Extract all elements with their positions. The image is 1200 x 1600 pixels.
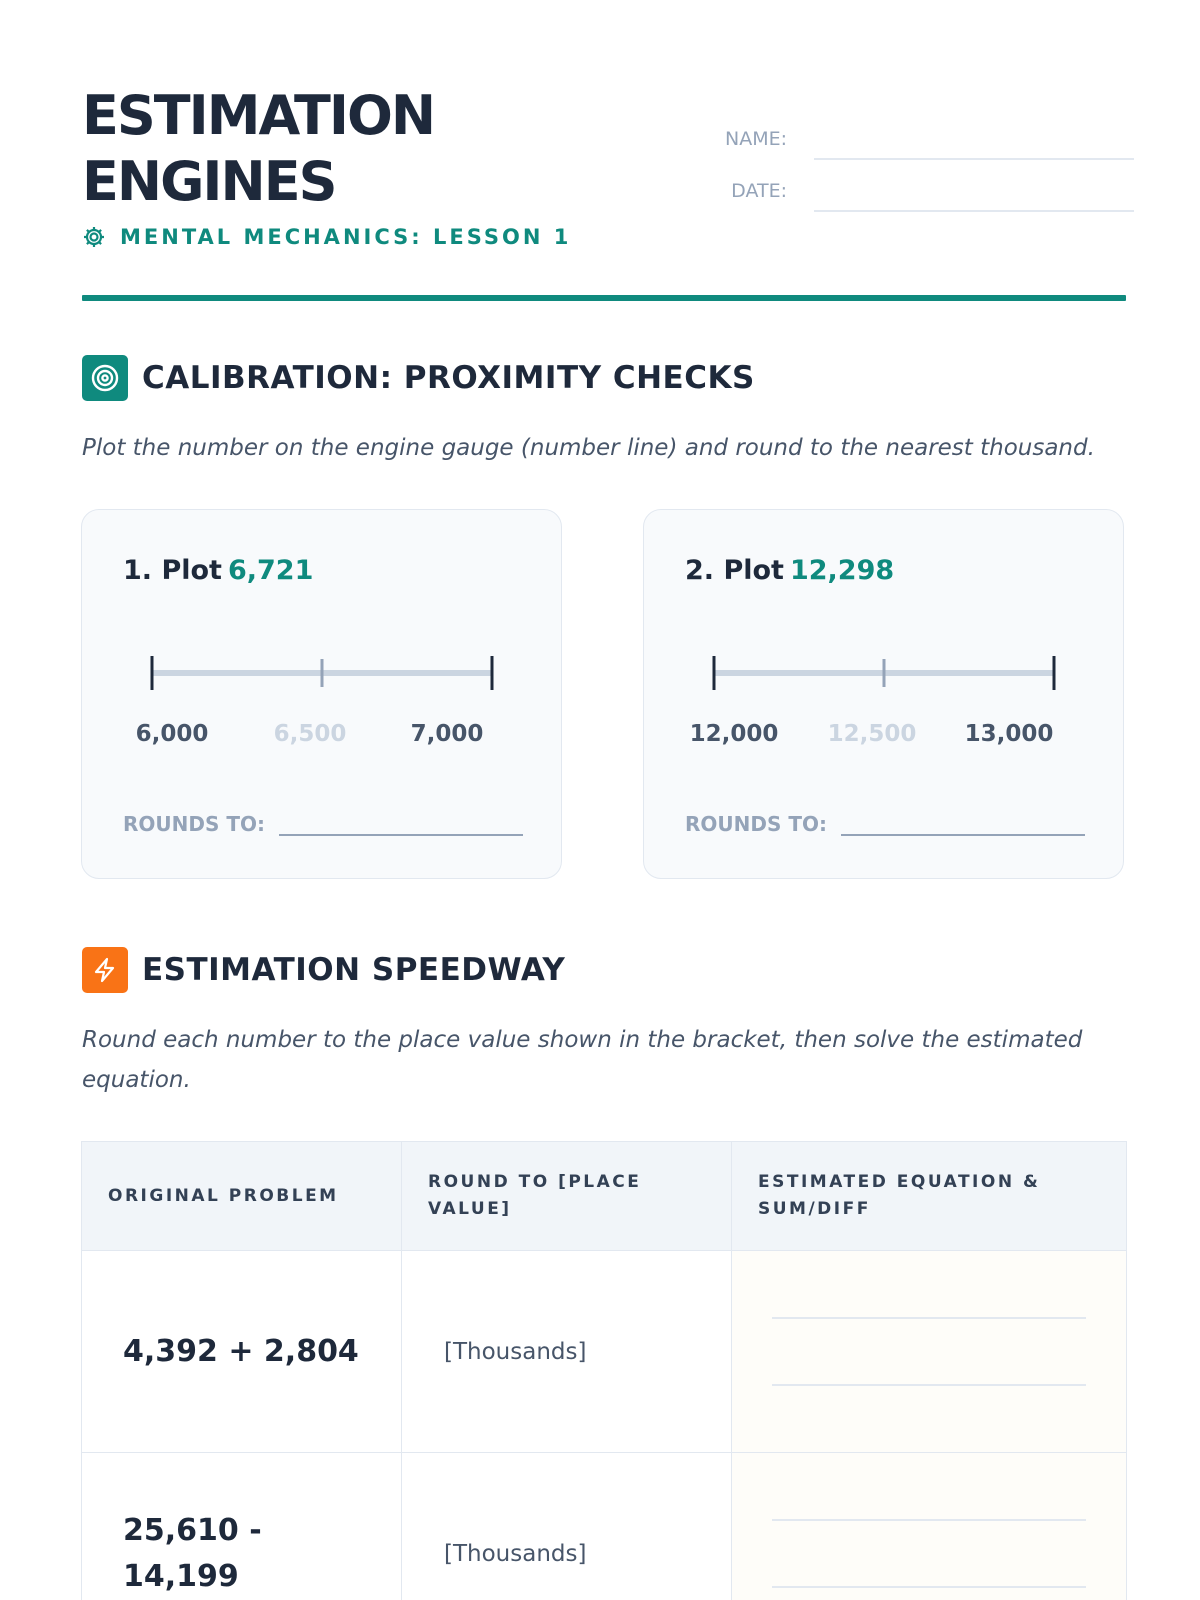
problem-cell: 25,610 - 14,199 (82, 1453, 402, 1600)
plot-number: 12,298 (789, 555, 895, 586)
section-calibration-title: CALIBRATION: PROXIMITY CHECKS (142, 360, 755, 396)
lesson-subtitle (82, 222, 571, 252)
date-label: DATE: (731, 180, 787, 202)
tick-label-mid: 12,500 (827, 721, 917, 747)
page-title-line1: ESTIMATION (82, 84, 435, 147)
answer-line[interactable] (772, 1586, 1086, 1588)
speedway-instructions: Round each number to the place value shown in the bracket, then solve the estimated equation. (82, 1027, 1083, 1093)
section-speedway-title: ESTIMATION SPEEDWAY (142, 952, 566, 988)
place-value-cell: [Thousands] (402, 1251, 732, 1453)
answer-line[interactable] (772, 1519, 1086, 1521)
rounds-to-answer-line[interactable] (279, 802, 523, 836)
plot-prompt (123, 555, 313, 586)
name-field[interactable] (687, 120, 1134, 160)
rounds-to-answer-line[interactable] (841, 802, 1085, 836)
plot-card-2 (643, 509, 1124, 879)
problem-cell: 4,392 + 2,804 (82, 1251, 402, 1453)
tick-labels (689, 721, 1079, 761)
answer-line[interactable] (772, 1317, 1086, 1319)
plot-prompt (685, 555, 894, 586)
section-calibration-header (82, 355, 755, 401)
target-icon (82, 355, 128, 401)
number-line[interactable] (704, 645, 1064, 695)
plot-prefix: 1. Plot (123, 555, 222, 586)
rounds-to-label: ROUNDS TO: (685, 812, 827, 836)
answer-line[interactable] (772, 1384, 1086, 1386)
tick-label-mid: 6,500 (273, 721, 347, 747)
name-label: NAME: (724, 128, 787, 150)
tick-label-start: 6,000 (135, 721, 209, 747)
header-divider (82, 295, 1126, 301)
estimate-cell[interactable] (732, 1251, 1127, 1453)
date-input-line[interactable] (814, 172, 1134, 212)
lightning-icon (82, 947, 128, 993)
section-speedway-header (82, 947, 565, 993)
plot-card-1 (81, 509, 562, 879)
tick-label-end: 13,000 (964, 721, 1054, 747)
table-row (82, 1251, 1127, 1453)
rounds-to-field[interactable] (123, 802, 523, 836)
date-field[interactable] (687, 172, 1134, 212)
gear-icon (82, 225, 106, 249)
lesson-subtitle-text: MENTAL MECHANICS: LESSON 1 (120, 225, 572, 249)
page-title-line2: ENGINES (82, 150, 336, 213)
table-header-row (82, 1142, 1127, 1251)
header-estimated-equation: ESTIMATED EQUATION & SUM/DIFF (732, 1142, 1127, 1251)
plot-number: 6,721 (227, 555, 314, 586)
rounds-to-field[interactable] (685, 802, 1085, 836)
header-round-to: ROUND TO [PLACE VALUE] (402, 1142, 732, 1251)
rounds-to-label: ROUNDS TO: (123, 812, 265, 836)
estimation-table (81, 1141, 1127, 1600)
worksheet-header (82, 80, 1126, 300)
tick-label-start: 12,000 (689, 721, 779, 747)
table-row (82, 1453, 1127, 1600)
calibration-instructions: Plot the number on the engine gauge (number line) and round to the nearest thousand. (82, 435, 1095, 461)
tick-label-end: 7,000 (410, 721, 484, 747)
estimate-cell[interactable] (732, 1453, 1127, 1600)
place-value-cell: [Thousands] (402, 1453, 732, 1600)
number-line[interactable] (142, 645, 502, 695)
plot-prefix: 2. Plot (685, 555, 784, 586)
name-input-line[interactable] (814, 120, 1134, 160)
header-original-problem: ORIGINAL PROBLEM (82, 1142, 402, 1251)
tick-labels (127, 721, 517, 761)
